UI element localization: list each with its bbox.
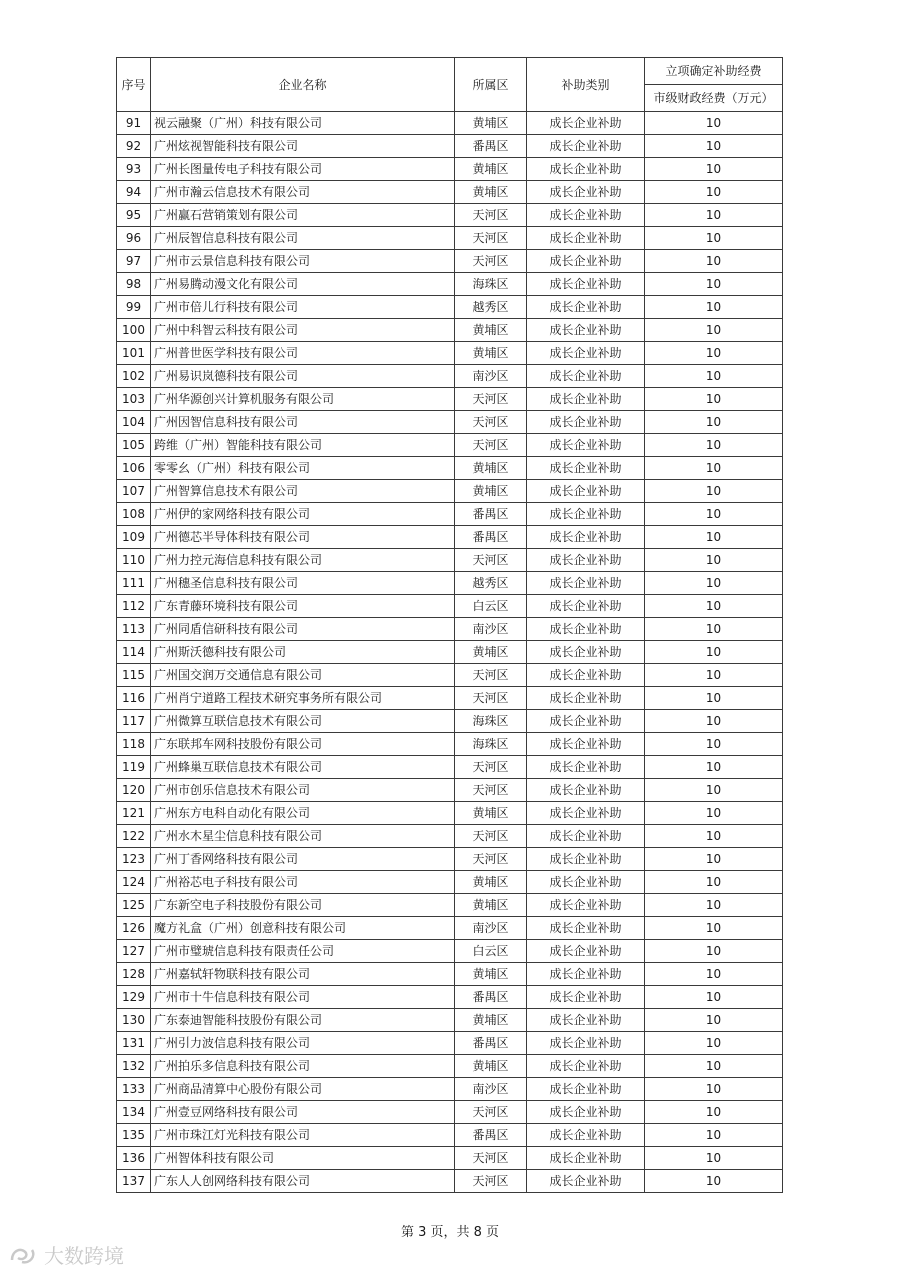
row-company: 广州因智信息科技有限公司	[151, 411, 455, 434]
row-company: 广州国交润万交通信息有限公司	[151, 664, 455, 687]
row-district: 黄埔区	[455, 641, 527, 664]
row-category: 成长企业补助	[527, 1147, 645, 1170]
row-district: 天河区	[455, 825, 527, 848]
row-category: 成长企业补助	[527, 940, 645, 963]
page-footer: 第 3 页，共 8 页	[400, 1225, 500, 1240]
table-row	[117, 1032, 783, 1055]
table-row	[117, 687, 783, 710]
table-row	[117, 112, 783, 135]
row-district: 黄埔区	[455, 1009, 527, 1032]
row-category: 成长企业补助	[527, 135, 645, 158]
row-district: 黄埔区	[455, 158, 527, 181]
row-category: 成长企业补助	[527, 227, 645, 250]
row-seq: 137	[117, 1170, 151, 1193]
row-amount: 10	[645, 1170, 783, 1193]
table-row	[117, 158, 783, 181]
row-seq: 121	[117, 802, 151, 825]
row-district: 黄埔区	[455, 480, 527, 503]
row-amount: 10	[645, 549, 783, 572]
row-company: 广州赢石营销策划有限公司	[151, 204, 455, 227]
row-seq: 129	[117, 986, 151, 1009]
row-company: 广州华源创兴计算机服务有限公司	[151, 388, 455, 411]
row-district: 天河区	[455, 687, 527, 710]
row-seq: 128	[117, 963, 151, 986]
row-amount: 10	[645, 1078, 783, 1101]
row-seq: 134	[117, 1101, 151, 1124]
row-amount: 10	[645, 687, 783, 710]
row-category: 成长企业补助	[527, 1078, 645, 1101]
row-seq: 133	[117, 1078, 151, 1101]
row-category: 成长企业补助	[527, 756, 645, 779]
row-amount: 10	[645, 664, 783, 687]
row-seq: 117	[117, 710, 151, 733]
row-company: 广州东方电科自动化有限公司	[151, 802, 455, 825]
row-company: 广州肖宁道路工程技术研究事务所有限公司	[151, 687, 455, 710]
row-seq: 136	[117, 1147, 151, 1170]
row-amount: 10	[645, 411, 783, 434]
table-row	[117, 1078, 783, 1101]
table-row	[117, 1124, 783, 1147]
table-row	[117, 825, 783, 848]
row-category: 成长企业补助	[527, 848, 645, 871]
row-category: 成长企业补助	[527, 779, 645, 802]
row-amount: 10	[645, 756, 783, 779]
table-row	[117, 526, 783, 549]
row-category: 成长企业补助	[527, 664, 645, 687]
watermark	[8, 1240, 124, 1269]
row-amount: 10	[645, 848, 783, 871]
row-category: 成长企业补助	[527, 1009, 645, 1032]
header-row	[117, 58, 783, 85]
row-district: 天河区	[455, 388, 527, 411]
row-company: 广州同盾信研科技有限公司	[151, 618, 455, 641]
row-category: 成长企业补助	[527, 181, 645, 204]
table-row	[117, 227, 783, 250]
header-funding-group: 立项确定补助经费	[645, 58, 783, 85]
row-seq: 106	[117, 457, 151, 480]
row-amount: 10	[645, 296, 783, 319]
row-seq: 114	[117, 641, 151, 664]
row-district: 黄埔区	[455, 342, 527, 365]
row-category: 成长企业补助	[527, 434, 645, 457]
row-district: 黄埔区	[455, 871, 527, 894]
row-category: 成长企业补助	[527, 112, 645, 135]
row-district: 天河区	[455, 204, 527, 227]
row-seq: 92	[117, 135, 151, 158]
row-company: 广州斯沃德科技有限公司	[151, 641, 455, 664]
header-district: 所属区	[455, 58, 527, 112]
row-amount: 10	[645, 227, 783, 250]
subsidy-table	[116, 57, 783, 1193]
row-category: 成长企业补助	[527, 273, 645, 296]
row-amount: 10	[645, 434, 783, 457]
table-row	[117, 204, 783, 227]
row-district: 天河区	[455, 779, 527, 802]
row-district: 黄埔区	[455, 963, 527, 986]
table-row	[117, 641, 783, 664]
row-amount: 10	[645, 641, 783, 664]
row-company: 广州拍乐多信息科技有限公司	[151, 1055, 455, 1078]
row-amount: 10	[645, 204, 783, 227]
row-amount: 10	[645, 1055, 783, 1078]
table-row	[117, 296, 783, 319]
row-amount: 10	[645, 595, 783, 618]
row-seq: 122	[117, 825, 151, 848]
row-district: 天河区	[455, 756, 527, 779]
row-seq: 118	[117, 733, 151, 756]
row-category: 成长企业补助	[527, 687, 645, 710]
table-row	[117, 319, 783, 342]
row-category: 成长企业补助	[527, 457, 645, 480]
row-district: 南沙区	[455, 618, 527, 641]
row-company: 广州穗圣信息科技有限公司	[151, 572, 455, 595]
row-district: 番禺区	[455, 986, 527, 1009]
table-row	[117, 181, 783, 204]
table-row	[117, 457, 783, 480]
table-row	[117, 1055, 783, 1078]
header-category: 补助类别	[527, 58, 645, 112]
table-row	[117, 848, 783, 871]
row-company: 魔方礼盒（广州）创意科技有限公司	[151, 917, 455, 940]
row-district: 黄埔区	[455, 112, 527, 135]
row-company: 广州商品清算中心股份有限公司	[151, 1078, 455, 1101]
row-amount: 10	[645, 457, 783, 480]
row-company: 广州辰智信息科技有限公司	[151, 227, 455, 250]
row-company: 广州丁香网络科技有限公司	[151, 848, 455, 871]
row-seq: 109	[117, 526, 151, 549]
row-seq: 132	[117, 1055, 151, 1078]
row-seq: 94	[117, 181, 151, 204]
table-row	[117, 917, 783, 940]
row-district: 黄埔区	[455, 1055, 527, 1078]
row-district: 海珠区	[455, 733, 527, 756]
table-row	[117, 1101, 783, 1124]
row-company: 广州市云景信息科技有限公司	[151, 250, 455, 273]
row-amount: 10	[645, 618, 783, 641]
row-seq: 131	[117, 1032, 151, 1055]
row-district: 南沙区	[455, 1078, 527, 1101]
table-row	[117, 710, 783, 733]
row-seq: 98	[117, 273, 151, 296]
row-company: 广州市倍儿行科技有限公司	[151, 296, 455, 319]
row-seq: 107	[117, 480, 151, 503]
row-company: 广州德芯半导体科技有限公司	[151, 526, 455, 549]
row-category: 成长企业补助	[527, 802, 645, 825]
row-category: 成长企业补助	[527, 871, 645, 894]
row-seq: 125	[117, 894, 151, 917]
row-company: 广州长图量传电子科技有限公司	[151, 158, 455, 181]
row-amount: 10	[645, 986, 783, 1009]
table-row	[117, 894, 783, 917]
watermark-text: 大数跨境	[44, 1244, 124, 1268]
row-amount: 10	[645, 825, 783, 848]
row-district: 番禺区	[455, 1124, 527, 1147]
row-category: 成长企业补助	[527, 986, 645, 1009]
row-company: 广州市璧琥信息科技有限责任公司	[151, 940, 455, 963]
row-seq: 101	[117, 342, 151, 365]
row-category: 成长企业补助	[527, 250, 645, 273]
row-district: 黄埔区	[455, 181, 527, 204]
row-seq: 111	[117, 572, 151, 595]
row-company: 广州普世医学科技有限公司	[151, 342, 455, 365]
table-row	[117, 756, 783, 779]
row-company: 广州智体科技有限公司	[151, 1147, 455, 1170]
row-seq: 130	[117, 1009, 151, 1032]
row-seq: 103	[117, 388, 151, 411]
row-category: 成长企业补助	[527, 1124, 645, 1147]
row-amount: 10	[645, 1147, 783, 1170]
table-row	[117, 963, 783, 986]
row-category: 成长企业补助	[527, 1170, 645, 1193]
row-district: 黄埔区	[455, 802, 527, 825]
row-category: 成长企业补助	[527, 733, 645, 756]
row-category: 成长企业补助	[527, 894, 645, 917]
row-district: 天河区	[455, 434, 527, 457]
row-district: 天河区	[455, 411, 527, 434]
row-district: 白云区	[455, 595, 527, 618]
row-amount: 10	[645, 710, 783, 733]
row-category: 成长企业补助	[527, 319, 645, 342]
row-category: 成长企业补助	[527, 411, 645, 434]
table-row	[117, 618, 783, 641]
row-seq: 115	[117, 664, 151, 687]
row-company: 广州易腾动漫文化有限公司	[151, 273, 455, 296]
table-row	[117, 135, 783, 158]
row-seq: 97	[117, 250, 151, 273]
row-company: 广州裕芯电子科技有限公司	[151, 871, 455, 894]
row-amount: 10	[645, 158, 783, 181]
table-row	[117, 1170, 783, 1193]
row-amount: 10	[645, 273, 783, 296]
row-company: 广州力控元海信息科技有限公司	[151, 549, 455, 572]
row-company: 广州智算信息技术有限公司	[151, 480, 455, 503]
row-seq: 120	[117, 779, 151, 802]
table-row	[117, 1009, 783, 1032]
row-category: 成长企业补助	[527, 1032, 645, 1055]
row-company: 跨维（广州）智能科技有限公司	[151, 434, 455, 457]
row-company: 广州中科智云科技有限公司	[151, 319, 455, 342]
row-category: 成长企业补助	[527, 342, 645, 365]
row-district: 越秀区	[455, 572, 527, 595]
row-district: 番禺区	[455, 526, 527, 549]
row-seq: 93	[117, 158, 151, 181]
table-row	[117, 480, 783, 503]
table-row	[117, 434, 783, 457]
row-category: 成长企业补助	[527, 480, 645, 503]
row-district: 海珠区	[455, 273, 527, 296]
row-company: 广东人人创网络科技有限公司	[151, 1170, 455, 1193]
header-seq: 序号	[117, 58, 151, 112]
row-category: 成长企业补助	[527, 526, 645, 549]
table-row	[117, 733, 783, 756]
row-category: 成长企业补助	[527, 917, 645, 940]
row-company: 广州市十牛信息科技有限公司	[151, 986, 455, 1009]
row-seq: 123	[117, 848, 151, 871]
row-amount: 10	[645, 963, 783, 986]
row-seq: 124	[117, 871, 151, 894]
row-company: 广州水木星尘信息科技有限公司	[151, 825, 455, 848]
row-seq: 113	[117, 618, 151, 641]
row-company: 广州壹豆网络科技有限公司	[151, 1101, 455, 1124]
row-company: 广州蜂巢互联信息技术有限公司	[151, 756, 455, 779]
header-company: 企业名称	[151, 58, 455, 112]
row-district: 天河区	[455, 250, 527, 273]
row-district: 南沙区	[455, 365, 527, 388]
row-company: 广州市创乐信息技术有限公司	[151, 779, 455, 802]
row-seq: 95	[117, 204, 151, 227]
table-row	[117, 802, 783, 825]
row-company: 广州市珠江灯光科技有限公司	[151, 1124, 455, 1147]
table-row	[117, 342, 783, 365]
row-company: 广州炫视智能科技有限公司	[151, 135, 455, 158]
row-company: 零零幺（广州）科技有限公司	[151, 457, 455, 480]
row-category: 成长企业补助	[527, 963, 645, 986]
row-amount: 10	[645, 1032, 783, 1055]
row-amount: 10	[645, 365, 783, 388]
row-amount: 10	[645, 503, 783, 526]
table-row	[117, 572, 783, 595]
row-district: 越秀区	[455, 296, 527, 319]
row-company: 广东新空电子科技股份有限公司	[151, 894, 455, 917]
row-district: 天河区	[455, 1101, 527, 1124]
row-amount: 10	[645, 1101, 783, 1124]
row-amount: 10	[645, 181, 783, 204]
row-company: 广州易识岚德科技有限公司	[151, 365, 455, 388]
row-seq: 96	[117, 227, 151, 250]
row-seq: 135	[117, 1124, 151, 1147]
row-category: 成长企业补助	[527, 618, 645, 641]
row-category: 成长企业补助	[527, 204, 645, 227]
row-seq: 110	[117, 549, 151, 572]
row-amount: 10	[645, 940, 783, 963]
row-company: 广东联邦车网科技股份有限公司	[151, 733, 455, 756]
row-company: 广州伊的家网络科技有限公司	[151, 503, 455, 526]
row-amount: 10	[645, 802, 783, 825]
row-seq: 99	[117, 296, 151, 319]
row-district: 白云区	[455, 940, 527, 963]
table-row	[117, 871, 783, 894]
row-company: 广东泰迪智能科技股份有限公司	[151, 1009, 455, 1032]
table-row	[117, 940, 783, 963]
row-amount: 10	[645, 779, 783, 802]
table-row	[117, 549, 783, 572]
row-company: 广州市瀚云信息技术有限公司	[151, 181, 455, 204]
row-amount: 10	[645, 1009, 783, 1032]
row-category: 成长企业补助	[527, 1055, 645, 1078]
table-row	[117, 388, 783, 411]
row-district: 天河区	[455, 1170, 527, 1193]
row-amount: 10	[645, 917, 783, 940]
row-district: 南沙区	[455, 917, 527, 940]
row-company: 视云融聚（广州）科技有限公司	[151, 112, 455, 135]
row-category: 成长企业补助	[527, 641, 645, 664]
row-category: 成长企业补助	[527, 549, 645, 572]
row-company: 广州嘉轼轩物联科技有限公司	[151, 963, 455, 986]
row-amount: 10	[645, 733, 783, 756]
table-row	[117, 250, 783, 273]
row-district: 海珠区	[455, 710, 527, 733]
row-amount: 10	[645, 388, 783, 411]
table-row	[117, 273, 783, 296]
row-amount: 10	[645, 342, 783, 365]
row-district: 黄埔区	[455, 457, 527, 480]
row-district: 天河区	[455, 1147, 527, 1170]
table-row	[117, 365, 783, 388]
row-company: 广东青藤环境科技有限公司	[151, 595, 455, 618]
row-amount: 10	[645, 1124, 783, 1147]
row-category: 成长企业补助	[527, 296, 645, 319]
row-category: 成长企业补助	[527, 1101, 645, 1124]
brand-logo-icon	[8, 1244, 38, 1266]
row-amount: 10	[645, 526, 783, 549]
row-seq: 104	[117, 411, 151, 434]
row-district: 天河区	[455, 664, 527, 687]
row-district: 天河区	[455, 227, 527, 250]
row-amount: 10	[645, 480, 783, 503]
row-seq: 127	[117, 940, 151, 963]
row-seq: 100	[117, 319, 151, 342]
row-district: 黄埔区	[455, 319, 527, 342]
row-category: 成长企业补助	[527, 595, 645, 618]
table-row	[117, 411, 783, 434]
row-amount: 10	[645, 135, 783, 158]
row-district: 番禺区	[455, 1032, 527, 1055]
row-company: 广州微算互联信息技术有限公司	[151, 710, 455, 733]
row-amount: 10	[645, 871, 783, 894]
row-seq: 126	[117, 917, 151, 940]
table-row	[117, 664, 783, 687]
row-seq: 116	[117, 687, 151, 710]
row-seq: 108	[117, 503, 151, 526]
table-row	[117, 503, 783, 526]
table-row	[117, 779, 783, 802]
row-category: 成长企业补助	[527, 158, 645, 181]
row-district: 天河区	[455, 848, 527, 871]
header-funding-sub: 市级财政经费（万元）	[645, 85, 783, 112]
row-category: 成长企业补助	[527, 572, 645, 595]
table-row	[117, 986, 783, 1009]
row-category: 成长企业补助	[527, 825, 645, 848]
row-seq: 112	[117, 595, 151, 618]
table-row	[117, 1147, 783, 1170]
row-amount: 10	[645, 894, 783, 917]
row-seq: 119	[117, 756, 151, 779]
row-amount: 10	[645, 112, 783, 135]
row-category: 成长企业补助	[527, 388, 645, 411]
row-amount: 10	[645, 250, 783, 273]
row-company: 广州引力波信息科技有限公司	[151, 1032, 455, 1055]
row-seq: 91	[117, 112, 151, 135]
row-district: 天河区	[455, 549, 527, 572]
row-seq: 105	[117, 434, 151, 457]
row-category: 成长企业补助	[527, 365, 645, 388]
row-amount: 10	[645, 572, 783, 595]
row-category: 成长企业补助	[527, 503, 645, 526]
row-category: 成长企业补助	[527, 710, 645, 733]
row-district: 黄埔区	[455, 894, 527, 917]
table-row	[117, 595, 783, 618]
row-district: 番禺区	[455, 135, 527, 158]
row-district: 番禺区	[455, 503, 527, 526]
row-amount: 10	[645, 319, 783, 342]
row-seq: 102	[117, 365, 151, 388]
